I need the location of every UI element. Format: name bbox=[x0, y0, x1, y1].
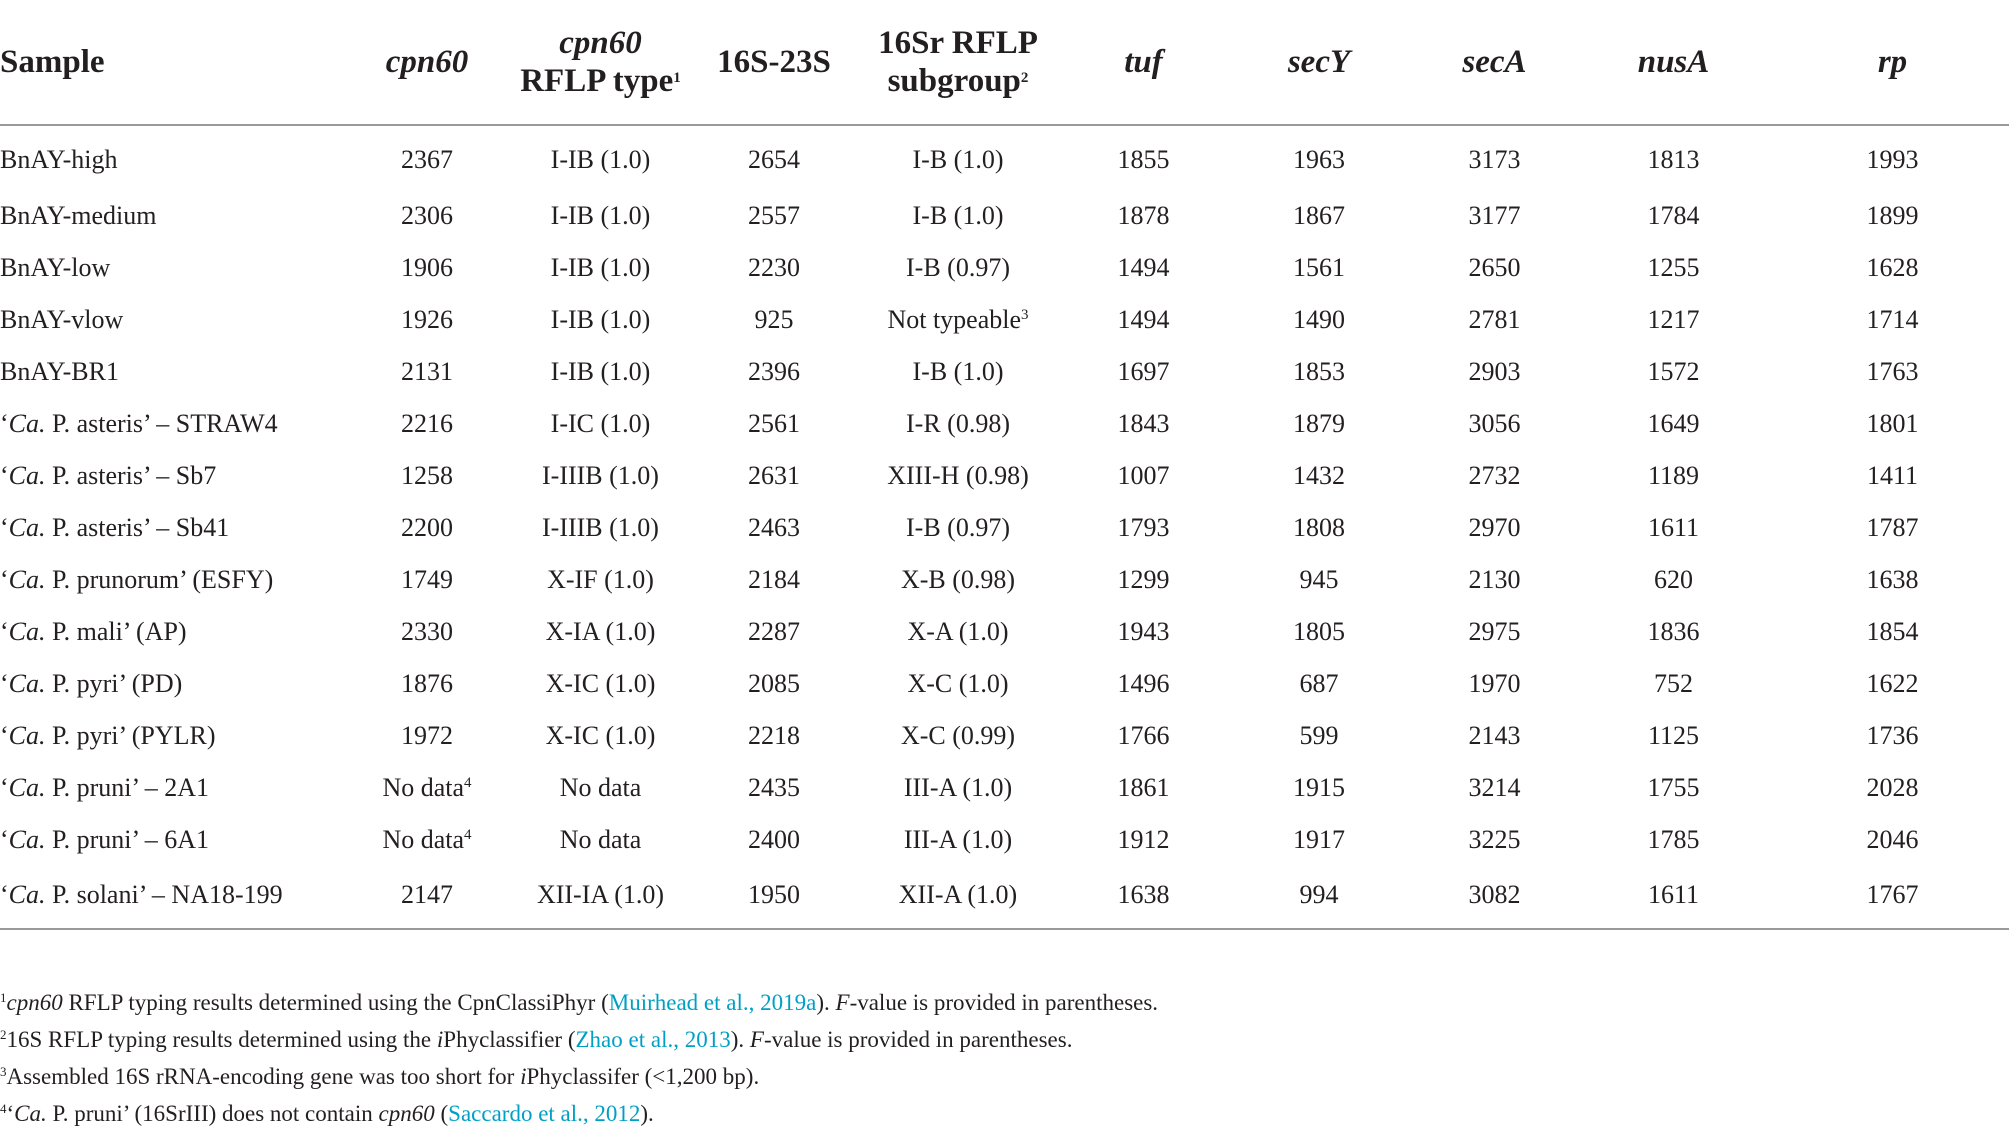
seca-cell: 2781 bbox=[1468, 305, 1521, 334]
seca-cell: 3177 bbox=[1468, 201, 1521, 230]
table-row bbox=[0, 294, 2009, 346]
rp-cell: 1638 bbox=[1866, 565, 1919, 594]
sample-cell: ‘Ca. P. pyri’ (PYLR) bbox=[0, 721, 216, 750]
table-row bbox=[0, 242, 2009, 294]
rp-cell: 2028 bbox=[1866, 773, 1919, 802]
rp-cell: 1801 bbox=[1866, 409, 1919, 438]
header-nusa: nusA bbox=[1637, 44, 1710, 80]
cpn60-rflp-cell: X-IA (1.0) bbox=[545, 617, 656, 646]
sample-cell: ‘Ca. P. pruni’ – 6A1 bbox=[0, 825, 209, 854]
seca-cell: 2130 bbox=[1468, 565, 1521, 594]
sample-cell: ‘Ca. P. prunorum’ (ESFY) bbox=[0, 565, 274, 594]
rflp16s-cell: X-B (0.98) bbox=[900, 565, 1016, 594]
footnote-2: $^2$16S RFLP typing results determined using the iPhyclassifier (Zhao et al., 2013). F-value is provided in parentheses. bbox=[0, 1027, 1073, 1052]
header-seca: secA bbox=[1462, 44, 1527, 80]
sample-cell: ‘Ca. P. asteris’ – Sb7 bbox=[0, 461, 217, 490]
its-cell: 2557 bbox=[748, 201, 800, 230]
seca-cell: 1970 bbox=[1468, 669, 1521, 698]
tuf-cell: 1855 bbox=[1117, 145, 1170, 174]
tuf-cell: 1299 bbox=[1117, 565, 1170, 594]
sample-cell: ‘Ca. P. solani’ – NA18-199 bbox=[0, 880, 283, 909]
secy-cell: 687 bbox=[1299, 669, 1339, 698]
cpn60-rflp-cell: No data bbox=[559, 773, 642, 802]
header-16sr-rflp: 16Sr RFLP subgroup$^2$ bbox=[878, 25, 1038, 99]
seca-cell: 2903 bbox=[1468, 357, 1521, 386]
cpn60-rflp-cell: X-IC (1.0) bbox=[545, 721, 656, 750]
cpn60-cell: 1926 bbox=[401, 305, 453, 334]
seca-cell: 2650 bbox=[1468, 253, 1521, 282]
nusa-cell: 620 bbox=[1654, 565, 1693, 594]
sample-cell: ‘Ca. P. pyri’ (PD) bbox=[0, 669, 183, 698]
footnote-3: $^3$Assembled 16S rRNA-encoding gene was too short for iPhyclassifer (<1,200 bp). bbox=[0, 1064, 760, 1089]
cpn60-rflp-cell: XII-IA (1.0) bbox=[536, 880, 665, 909]
cpn60-cell: 2147 bbox=[401, 880, 453, 909]
header-16s-23s: 16S-23S bbox=[717, 44, 831, 80]
tuf-cell: 1912 bbox=[1117, 825, 1170, 854]
nusa-cell: 1836 bbox=[1647, 617, 1700, 646]
rflp16s-cell: III-A (1.0) bbox=[903, 773, 1013, 802]
tuf-cell: 1697 bbox=[1117, 357, 1170, 386]
cpn60-cell: 1749 bbox=[401, 565, 453, 594]
its-cell: 2400 bbox=[748, 825, 800, 854]
secy-cell: 994 bbox=[1299, 880, 1339, 909]
rflp16s-cell: I-R (0.98) bbox=[906, 409, 1010, 438]
table-row bbox=[0, 346, 2009, 398]
cpn60-cell: 2330 bbox=[401, 617, 453, 646]
nusa-cell: 752 bbox=[1654, 669, 1693, 698]
cpn60-cell: 2131 bbox=[401, 357, 453, 386]
secy-cell: 1561 bbox=[1293, 253, 1345, 282]
table-row bbox=[0, 658, 2009, 710]
secy-cell: 1853 bbox=[1293, 357, 1345, 386]
its-cell: 925 bbox=[754, 305, 794, 334]
seca-cell: 3225 bbox=[1468, 825, 1521, 854]
cpn60-rflp-cell: X-IF (1.0) bbox=[547, 565, 654, 594]
rp-cell: 1628 bbox=[1866, 253, 1919, 282]
its-cell: 2287 bbox=[748, 617, 800, 646]
table-row bbox=[0, 762, 2009, 814]
nusa-cell: 1611 bbox=[1647, 880, 1700, 909]
cpn60-cell: 1876 bbox=[401, 669, 453, 698]
rp-cell: 1763 bbox=[1866, 357, 1919, 386]
secy-cell: 1879 bbox=[1293, 409, 1345, 438]
tuf-cell: 1843 bbox=[1117, 409, 1170, 438]
its-cell: 2435 bbox=[748, 773, 800, 802]
reference-link[interactable]: Muirhead et al., 2019a bbox=[608, 990, 817, 1015]
rflp16s-cell: X-C (0.99) bbox=[900, 721, 1016, 750]
header-tuf: tuf bbox=[1124, 44, 1163, 80]
rflp16s-cell: III-A (1.0) bbox=[903, 825, 1013, 854]
cpn60-cell: 2367 bbox=[401, 145, 453, 174]
cpn60-rflp-cell: X-IC (1.0) bbox=[545, 669, 656, 698]
its-cell: 2230 bbox=[748, 253, 800, 282]
secy-cell: 1963 bbox=[1293, 145, 1345, 174]
secy-cell: 1490 bbox=[1293, 305, 1345, 334]
rflp16s-cell: I-B (1.0) bbox=[912, 201, 1004, 230]
cpn60-rflp-cell: I-IIIB (1.0) bbox=[542, 461, 659, 490]
sample-cell: ‘Ca. P. asteris’ – STRAW4 bbox=[0, 409, 278, 438]
seca-cell: 2143 bbox=[1468, 721, 1521, 750]
footnotes bbox=[0, 984, 2009, 1132]
reference-link[interactable]: Saccardo et al., 2012 bbox=[448, 1101, 641, 1126]
seca-cell: 3056 bbox=[1468, 409, 1521, 438]
rp-cell: 1411 bbox=[1866, 461, 1919, 490]
its-cell: 2654 bbox=[748, 145, 800, 174]
cpn60-cell: 2200 bbox=[401, 513, 453, 542]
cpn60-rflp-cell: I-IB (1.0) bbox=[550, 145, 651, 174]
header-row bbox=[0, 0, 2009, 125]
sample-cell: BnAY-low bbox=[0, 253, 111, 282]
sample-cell: BnAY-BR1 bbox=[0, 357, 119, 386]
nusa-cell: 1784 bbox=[1647, 201, 1700, 230]
rflp16s-cell: I-B (0.97) bbox=[906, 513, 1010, 542]
cpn60-rflp-cell: I-IC (1.0) bbox=[550, 409, 651, 438]
rflp16s-cell: I-B (0.97) bbox=[906, 253, 1010, 282]
rflp16s-cell: X-C (1.0) bbox=[907, 669, 1009, 698]
header-cpn60-rflp: cpn60 RFLP type$^1$ bbox=[520, 25, 681, 99]
table-row bbox=[0, 554, 2009, 606]
nusa-cell: 1189 bbox=[1647, 461, 1700, 490]
rp-cell: 1787 bbox=[1866, 513, 1919, 542]
tuf-cell: 1766 bbox=[1117, 721, 1170, 750]
table-row bbox=[0, 125, 2009, 190]
sample-cell: BnAY-vlow bbox=[0, 305, 124, 334]
rflp16s-cell: I-B (1.0) bbox=[912, 145, 1004, 174]
rp-cell: 1993 bbox=[1866, 145, 1919, 174]
cpn60-cell: No data$^4$ bbox=[382, 825, 472, 854]
header-secy: secY bbox=[1287, 44, 1351, 80]
footnote-4: $^4$‘Ca. P. pruni’ (16SrIII) does not contain cpn60 (Saccardo et al., 2012). bbox=[0, 1101, 654, 1126]
sample-cell: ‘Ca. P. pruni’ – 2A1 bbox=[0, 773, 209, 802]
nusa-cell: 1649 bbox=[1647, 409, 1700, 438]
tuf-cell: 1638 bbox=[1117, 880, 1170, 909]
table-row bbox=[0, 606, 2009, 658]
secy-cell: 1915 bbox=[1293, 773, 1345, 802]
table-row bbox=[0, 450, 2009, 502]
nusa-cell: 1813 bbox=[1647, 145, 1700, 174]
cpn60-rflp-cell: I-IB (1.0) bbox=[550, 253, 651, 282]
tuf-cell: 1878 bbox=[1117, 201, 1170, 230]
cpn60-cell: No data$^4$ bbox=[382, 773, 472, 802]
table-row bbox=[0, 190, 2009, 242]
tuf-cell: 1007 bbox=[1117, 461, 1170, 490]
its-cell: 2561 bbox=[748, 409, 800, 438]
table-row bbox=[0, 866, 2009, 929]
rp-cell: 2046 bbox=[1866, 825, 1919, 854]
tuf-cell: 1943 bbox=[1117, 617, 1170, 646]
rp-cell: 1854 bbox=[1866, 617, 1919, 646]
rflp16s-cell: X-A (1.0) bbox=[907, 617, 1009, 646]
nusa-cell: 1217 bbox=[1647, 305, 1700, 334]
cpn60-cell: 1258 bbox=[401, 461, 453, 490]
rp-cell: 1899 bbox=[1866, 201, 1919, 230]
tuf-cell: 1494 bbox=[1117, 305, 1170, 334]
tuf-cell: 1793 bbox=[1117, 513, 1170, 542]
rflp16s-cell: XIII-H (0.98) bbox=[887, 461, 1029, 490]
table-row bbox=[0, 502, 2009, 554]
its-cell: 2085 bbox=[748, 669, 800, 698]
rp-cell: 1714 bbox=[1866, 305, 1919, 334]
cpn60-rflp-cell: I-IB (1.0) bbox=[550, 201, 651, 230]
header-rp: rp bbox=[1877, 44, 1908, 80]
secy-cell: 599 bbox=[1299, 721, 1339, 750]
secy-cell: 945 bbox=[1299, 565, 1339, 594]
nusa-cell: 1125 bbox=[1647, 721, 1700, 750]
nusa-cell: 1611 bbox=[1647, 513, 1700, 542]
seca-cell: 2732 bbox=[1468, 461, 1521, 490]
tuf-cell: 1861 bbox=[1117, 773, 1170, 802]
rp-cell: 1767 bbox=[1866, 880, 1919, 909]
its-cell: 1950 bbox=[748, 880, 800, 909]
cpn60-cell: 2216 bbox=[401, 409, 453, 438]
secy-cell: 1867 bbox=[1293, 201, 1345, 230]
reference-link[interactable]: Zhao et al., 2013 bbox=[575, 1027, 731, 1052]
nusa-cell: 1785 bbox=[1647, 825, 1700, 854]
cpn60-cell: 2306 bbox=[401, 201, 453, 230]
its-cell: 2631 bbox=[748, 461, 800, 490]
sample-cell: ‘Ca. P. mali’ (AP) bbox=[0, 617, 187, 646]
secy-cell: 1917 bbox=[1293, 825, 1345, 854]
rp-cell: 1622 bbox=[1866, 669, 1919, 698]
rflp16s-cell: XII-A (1.0) bbox=[898, 880, 1018, 909]
secy-cell: 1805 bbox=[1293, 617, 1345, 646]
seca-cell: 3082 bbox=[1468, 880, 1521, 909]
its-cell: 2218 bbox=[748, 721, 800, 750]
table-row bbox=[0, 398, 2009, 450]
secy-cell: 1432 bbox=[1293, 461, 1345, 490]
header-cpn60: cpn60 bbox=[385, 44, 469, 80]
table-body bbox=[0, 125, 2009, 929]
rflp16s-cell: Not typeable$^3$ bbox=[887, 305, 1029, 334]
header-sample: Sample bbox=[0, 44, 105, 80]
nusa-cell: 1572 bbox=[1647, 357, 1700, 386]
seca-cell: 2975 bbox=[1468, 617, 1521, 646]
secy-cell: 1808 bbox=[1293, 513, 1345, 542]
nusa-cell: 1755 bbox=[1647, 773, 1700, 802]
table-row bbox=[0, 814, 2009, 866]
seca-cell: 3214 bbox=[1468, 773, 1521, 802]
rflp16s-cell: I-B (1.0) bbox=[912, 357, 1004, 386]
sample-cell: BnAY-high bbox=[0, 145, 118, 174]
sample-cell: BnAY-medium bbox=[0, 201, 157, 230]
cpn60-cell: 1906 bbox=[401, 253, 453, 282]
its-cell: 2463 bbox=[748, 513, 800, 542]
table-row bbox=[0, 710, 2009, 762]
rp-cell: 1736 bbox=[1866, 721, 1919, 750]
cpn60-rflp-cell: I-IB (1.0) bbox=[550, 305, 651, 334]
sample-cell: ‘Ca. P. asteris’ – Sb41 bbox=[0, 513, 230, 542]
seca-cell: 2970 bbox=[1468, 513, 1521, 542]
cpn60-rflp-cell: No data bbox=[559, 825, 642, 854]
cpn60-rflp-cell: I-IB (1.0) bbox=[550, 357, 651, 386]
cpn60-rflp-cell: I-IIIB (1.0) bbox=[542, 513, 659, 542]
tuf-cell: 1494 bbox=[1117, 253, 1170, 282]
footnote-1: $^1$cpn60 RFLP typing results determined using the CpnClassiPhyr (Muirhead et al., 2019a). F-value is provided in parentheses. bbox=[0, 990, 1159, 1015]
seca-cell: 3173 bbox=[1468, 145, 1521, 174]
cpn60-cell: 1972 bbox=[401, 721, 453, 750]
tuf-cell: 1496 bbox=[1117, 669, 1170, 698]
its-cell: 2396 bbox=[748, 357, 800, 386]
nusa-cell: 1255 bbox=[1647, 253, 1700, 282]
its-cell: 2184 bbox=[748, 565, 800, 594]
